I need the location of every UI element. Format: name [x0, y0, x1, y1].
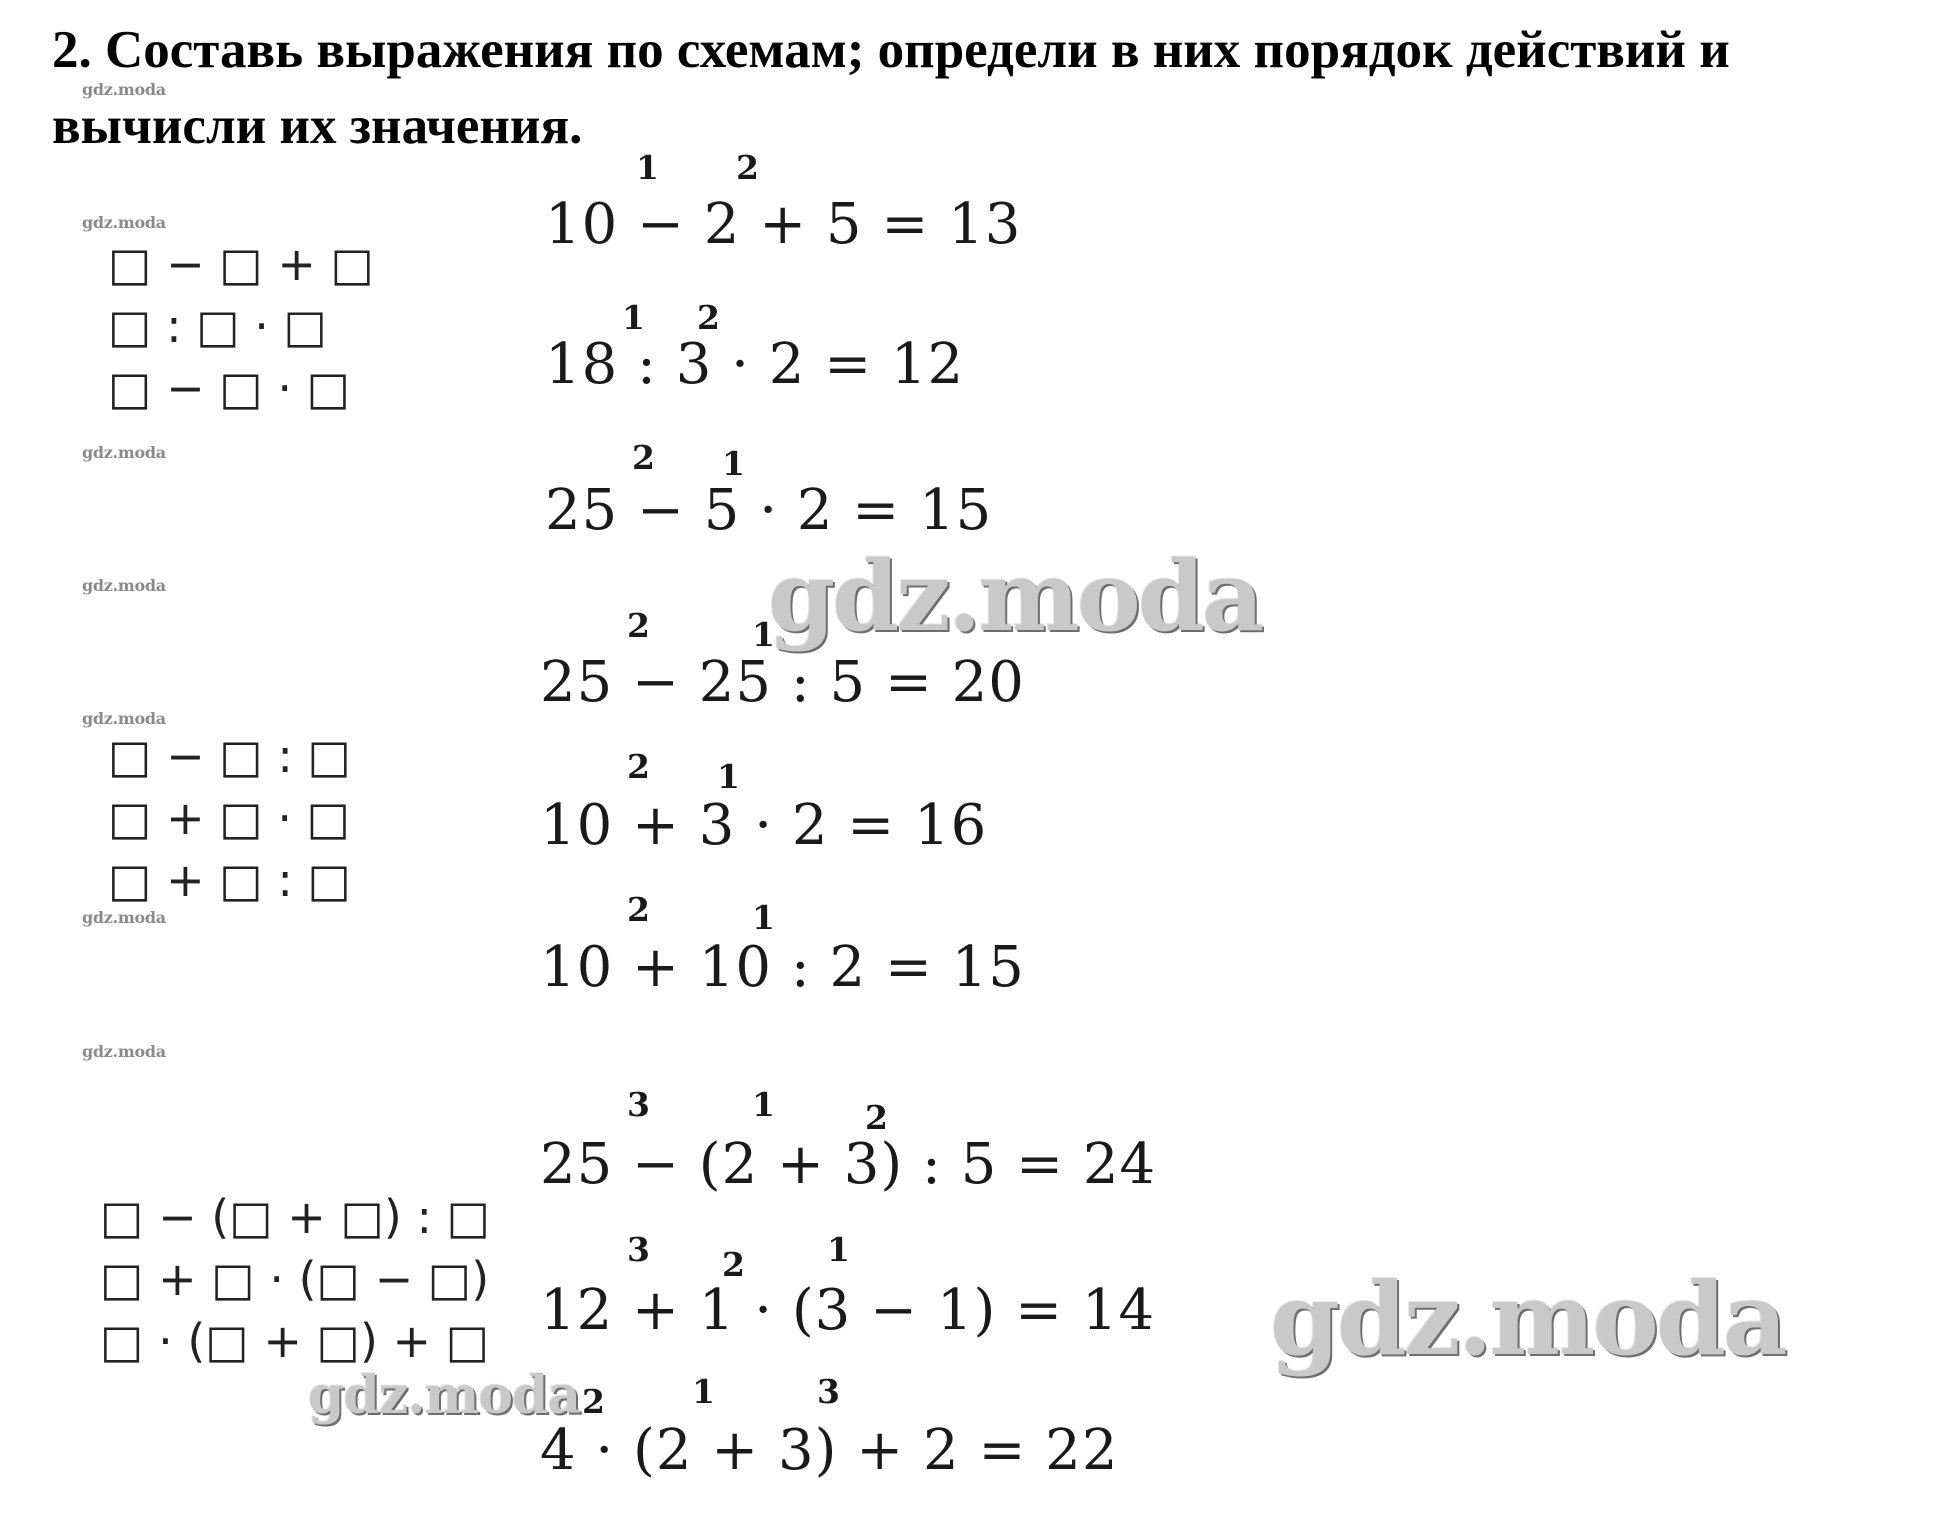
scheme-9: □ · (□ + □) + □: [100, 1314, 490, 1368]
order-number: 1: [752, 1085, 775, 1124]
expression-7: 25 − (2 + 3) : 5 = 24: [540, 1132, 1157, 1197]
watermark-small: gdz.moda: [82, 576, 166, 595]
order-number: 1: [827, 1230, 850, 1269]
watermark-small: gdz.moda: [82, 1042, 166, 1061]
watermark-small: gdz.moda: [82, 213, 166, 232]
order-number: 2: [722, 1245, 745, 1284]
watermark-large: gdz.moda: [768, 540, 1262, 653]
scheme-5: □ + □ · □: [108, 791, 351, 845]
watermark-small: gdz.moda: [82, 80, 166, 99]
scheme-3: □ − □ · □: [108, 361, 351, 415]
watermark-medium: gdz.moda: [308, 1365, 581, 1426]
order-number: 1: [752, 615, 775, 654]
task-heading: [52, 12, 1912, 164]
order-number: 3: [627, 1230, 650, 1269]
expression-3: 25 − 5 · 2 = 15: [545, 478, 993, 543]
scheme-1: □ − □ + □: [108, 237, 374, 291]
order-number: 2: [627, 606, 650, 645]
order-number: 2: [865, 1098, 888, 1137]
watermark-small: gdz.moda: [82, 709, 166, 728]
order-number: 1: [692, 1372, 715, 1411]
expression-5: 10 + 3 · 2 = 16: [540, 793, 988, 858]
watermark-small: gdz.moda: [82, 443, 166, 462]
order-number: 2: [627, 747, 650, 786]
order-number: 2: [627, 890, 650, 929]
order-number: 2: [697, 298, 720, 337]
expression-9: 4 · (2 + 3) + 2 = 22: [540, 1418, 1119, 1483]
order-number: 2: [582, 1382, 605, 1421]
watermark-small: gdz.moda: [82, 908, 166, 927]
task-text: Составь выражения по схемам; определи в них порядок действий и вычисли их значения.: [52, 21, 1730, 155]
expression-2: 18 : 3 · 2 = 12: [545, 332, 965, 397]
scheme-6: □ + □ : □: [108, 853, 351, 907]
expression-4: 25 − 25 : 5 = 20: [540, 650, 1025, 715]
expression-1: 10 − 2 + 5 = 13: [545, 192, 1022, 257]
order-number: 1: [636, 148, 659, 187]
expression-6: 10 + 10 : 2 = 15: [540, 935, 1025, 1000]
expression-8: 12 + 1 · (3 − 1) = 14: [540, 1278, 1156, 1343]
scheme-2: □ : □ · □: [108, 299, 327, 353]
scheme-7: □ − (□ + □) : □: [100, 1190, 491, 1244]
order-number: 2: [736, 148, 759, 187]
order-number: 2: [632, 438, 655, 477]
order-number: 1: [752, 898, 775, 937]
watermark-large: gdz.moda: [1270, 1260, 1785, 1378]
scheme-8: □ + □ · (□ − □): [100, 1252, 490, 1306]
order-number: 1: [717, 757, 740, 796]
order-number: 3: [817, 1372, 840, 1411]
scheme-4: □ − □ : □: [108, 729, 351, 783]
order-number: 1: [722, 444, 745, 483]
order-number: 1: [622, 298, 645, 337]
task-number: 2.: [52, 21, 92, 79]
order-number: 3: [627, 1085, 650, 1124]
